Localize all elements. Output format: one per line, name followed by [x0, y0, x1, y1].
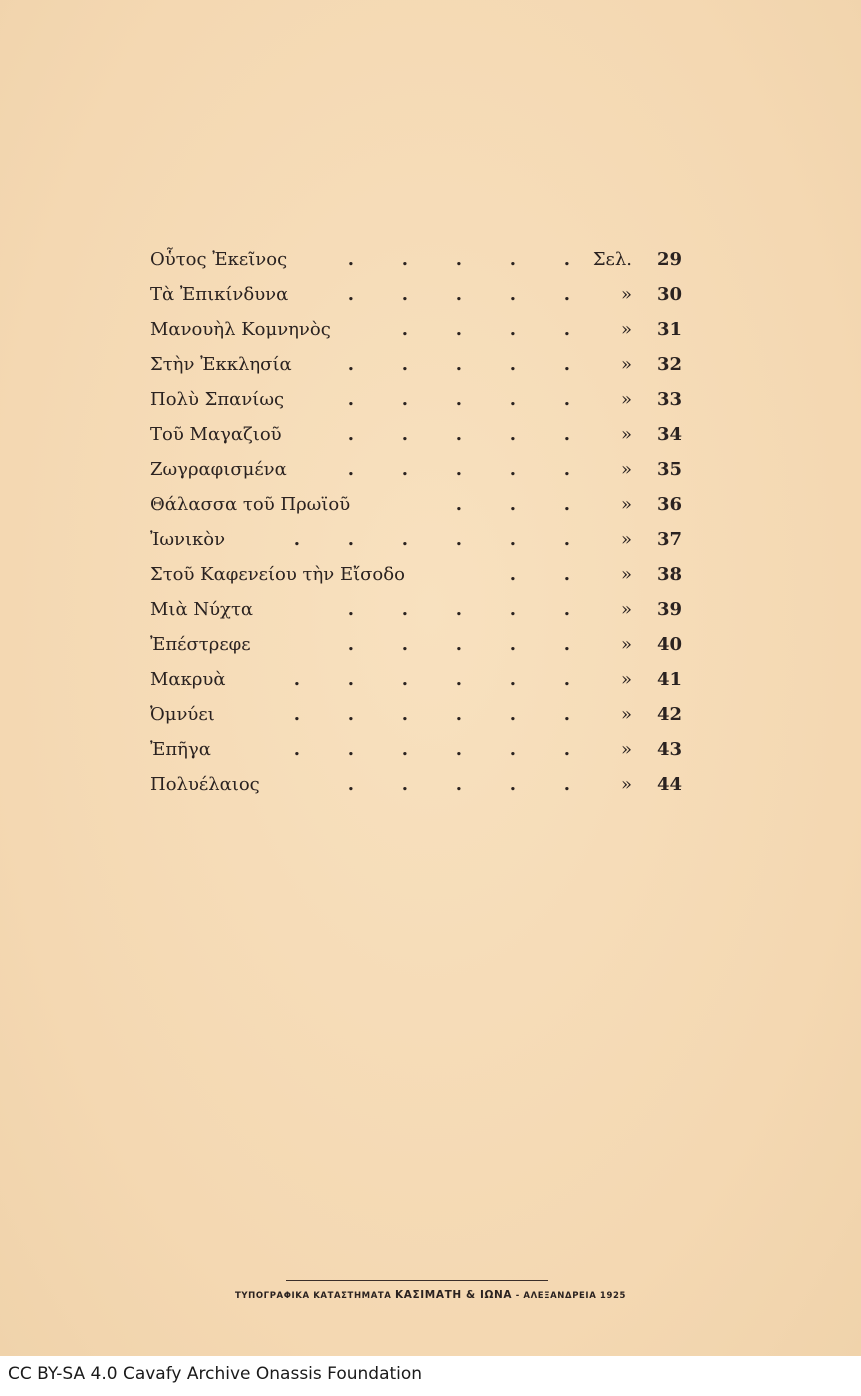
toc-entry-title: Θάλασσα τοῦ Πρωϊοῦ	[150, 494, 351, 515]
toc-entry	[150, 770, 682, 805]
toc-entry-title: Ἐπέστρεφε	[150, 634, 251, 655]
toc-entry-title: Ὀμνύει	[150, 704, 215, 725]
page-marker: »	[620, 774, 632, 795]
toc-entry	[150, 420, 682, 455]
page-number: 44	[656, 774, 682, 795]
page-marker: »	[620, 459, 632, 480]
toc-entry-title: Ἐπῆγα	[150, 739, 211, 760]
toc-entry	[150, 245, 682, 280]
toc-entry	[150, 665, 682, 700]
toc-entry-title: Πολυέλαιος	[150, 774, 260, 795]
page-number: 35	[656, 459, 682, 480]
page-marker: Σελ.	[592, 249, 632, 270]
page-marker: »	[620, 599, 632, 620]
toc-entry-title: Πολὺ Σπανίως	[150, 389, 285, 410]
page-number: 31	[656, 319, 682, 340]
page-number: 36	[656, 494, 682, 515]
license-credit: CC BY-SA 4.0 Cavafy Archive Onassis Foundation	[8, 1364, 423, 1384]
toc-entry	[150, 455, 682, 490]
imprint-printer-name: ΚΑΣΙΜΑΤΗ & ΙΩΝΑ	[395, 1289, 513, 1301]
toc-entry	[150, 525, 682, 560]
page-number: 38	[656, 564, 682, 585]
printer-imprint	[0, 1289, 861, 1301]
toc-entry	[150, 595, 682, 630]
page-marker: »	[620, 634, 632, 655]
toc-entry	[150, 735, 682, 770]
page-marker: »	[620, 739, 632, 760]
leader-dots: . . . . . .	[293, 669, 570, 690]
page-number: 29	[656, 249, 682, 270]
page-number: 30	[656, 284, 682, 305]
leader-dots: . . . . .	[347, 634, 570, 655]
page-marker: »	[620, 564, 632, 585]
toc-entry-title: Τὰ Ἐπικίνδυνα	[150, 284, 289, 305]
page-number: 41	[656, 669, 682, 690]
page-number: 37	[656, 529, 682, 550]
credit-bar	[0, 1356, 861, 1396]
leader-dots: . . . . .	[347, 459, 570, 480]
toc-entry-title: Μιὰ Νύχτα	[150, 599, 254, 620]
toc-entry	[150, 630, 682, 665]
page-marker: »	[620, 389, 632, 410]
toc-entry-title: Τοῦ Μαγαζιοῦ	[150, 424, 282, 445]
page-marker: »	[620, 669, 632, 690]
page-number: 39	[656, 599, 682, 620]
page-marker: »	[620, 424, 632, 445]
leader-dots: . . . . .	[347, 599, 570, 620]
leader-dots: . . . . . .	[293, 739, 570, 760]
leader-dots: . . . .	[401, 319, 570, 340]
imprint-place-year: - ΑΛΕΞΑΝΔΡΕΙΑ 1925	[512, 1291, 626, 1301]
leader-dots: . . . . . .	[293, 704, 570, 725]
leader-dots: . .	[509, 564, 570, 585]
toc-entry-title: Στὴν Ἐκκλησία	[150, 354, 292, 375]
leader-dots: . . . . . .	[293, 529, 570, 550]
leader-dots: . . . . .	[347, 389, 570, 410]
page-number: 42	[656, 704, 682, 725]
toc-entry-title: Ἰωνικὸν	[150, 529, 226, 550]
toc-entry	[150, 280, 682, 315]
toc-entry	[150, 700, 682, 735]
page-number: 33	[656, 389, 682, 410]
page-marker: »	[620, 319, 632, 340]
toc-entry	[150, 350, 682, 385]
toc-entry	[150, 560, 682, 595]
toc-entry-title: Μανουὴλ Κομνηνὸς	[150, 319, 331, 340]
page-marker: »	[620, 529, 632, 550]
leader-dots: . . . . .	[347, 354, 570, 375]
toc-entry-title: Ζωγραφισμένα	[150, 459, 287, 480]
page-number: 40	[656, 634, 682, 655]
imprint-prefix: ΤΥΠΟΓΡΑΦΙΚΑ ΚΑΤΑΣΤΗΜΑΤΑ	[234, 1291, 396, 1301]
page-marker: »	[620, 494, 632, 515]
page-marker: »	[620, 284, 632, 305]
toc-entry-title: Μακρυὰ	[150, 669, 226, 690]
table-of-contents	[150, 245, 682, 805]
imprint-rule	[286, 1280, 548, 1281]
toc-entry-title: Στοῦ Καφενείου τὴν Εἴσοδο	[150, 564, 405, 585]
page-marker: »	[620, 704, 632, 725]
leader-dots: . . . . .	[347, 249, 570, 270]
leader-dots: . . . . .	[347, 424, 570, 445]
toc-entry	[150, 490, 682, 525]
page-marker: »	[620, 354, 632, 375]
page-number: 32	[656, 354, 682, 375]
page-number: 43	[656, 739, 682, 760]
leader-dots: . . . . .	[347, 284, 570, 305]
leader-dots: . . . . .	[347, 774, 570, 795]
toc-entry	[150, 315, 682, 350]
toc-entry-title: Οὗτος Ἐκεῖνος	[150, 249, 288, 270]
leader-dots: . . .	[455, 494, 570, 515]
page-number: 34	[656, 424, 682, 445]
toc-entry	[150, 385, 682, 420]
